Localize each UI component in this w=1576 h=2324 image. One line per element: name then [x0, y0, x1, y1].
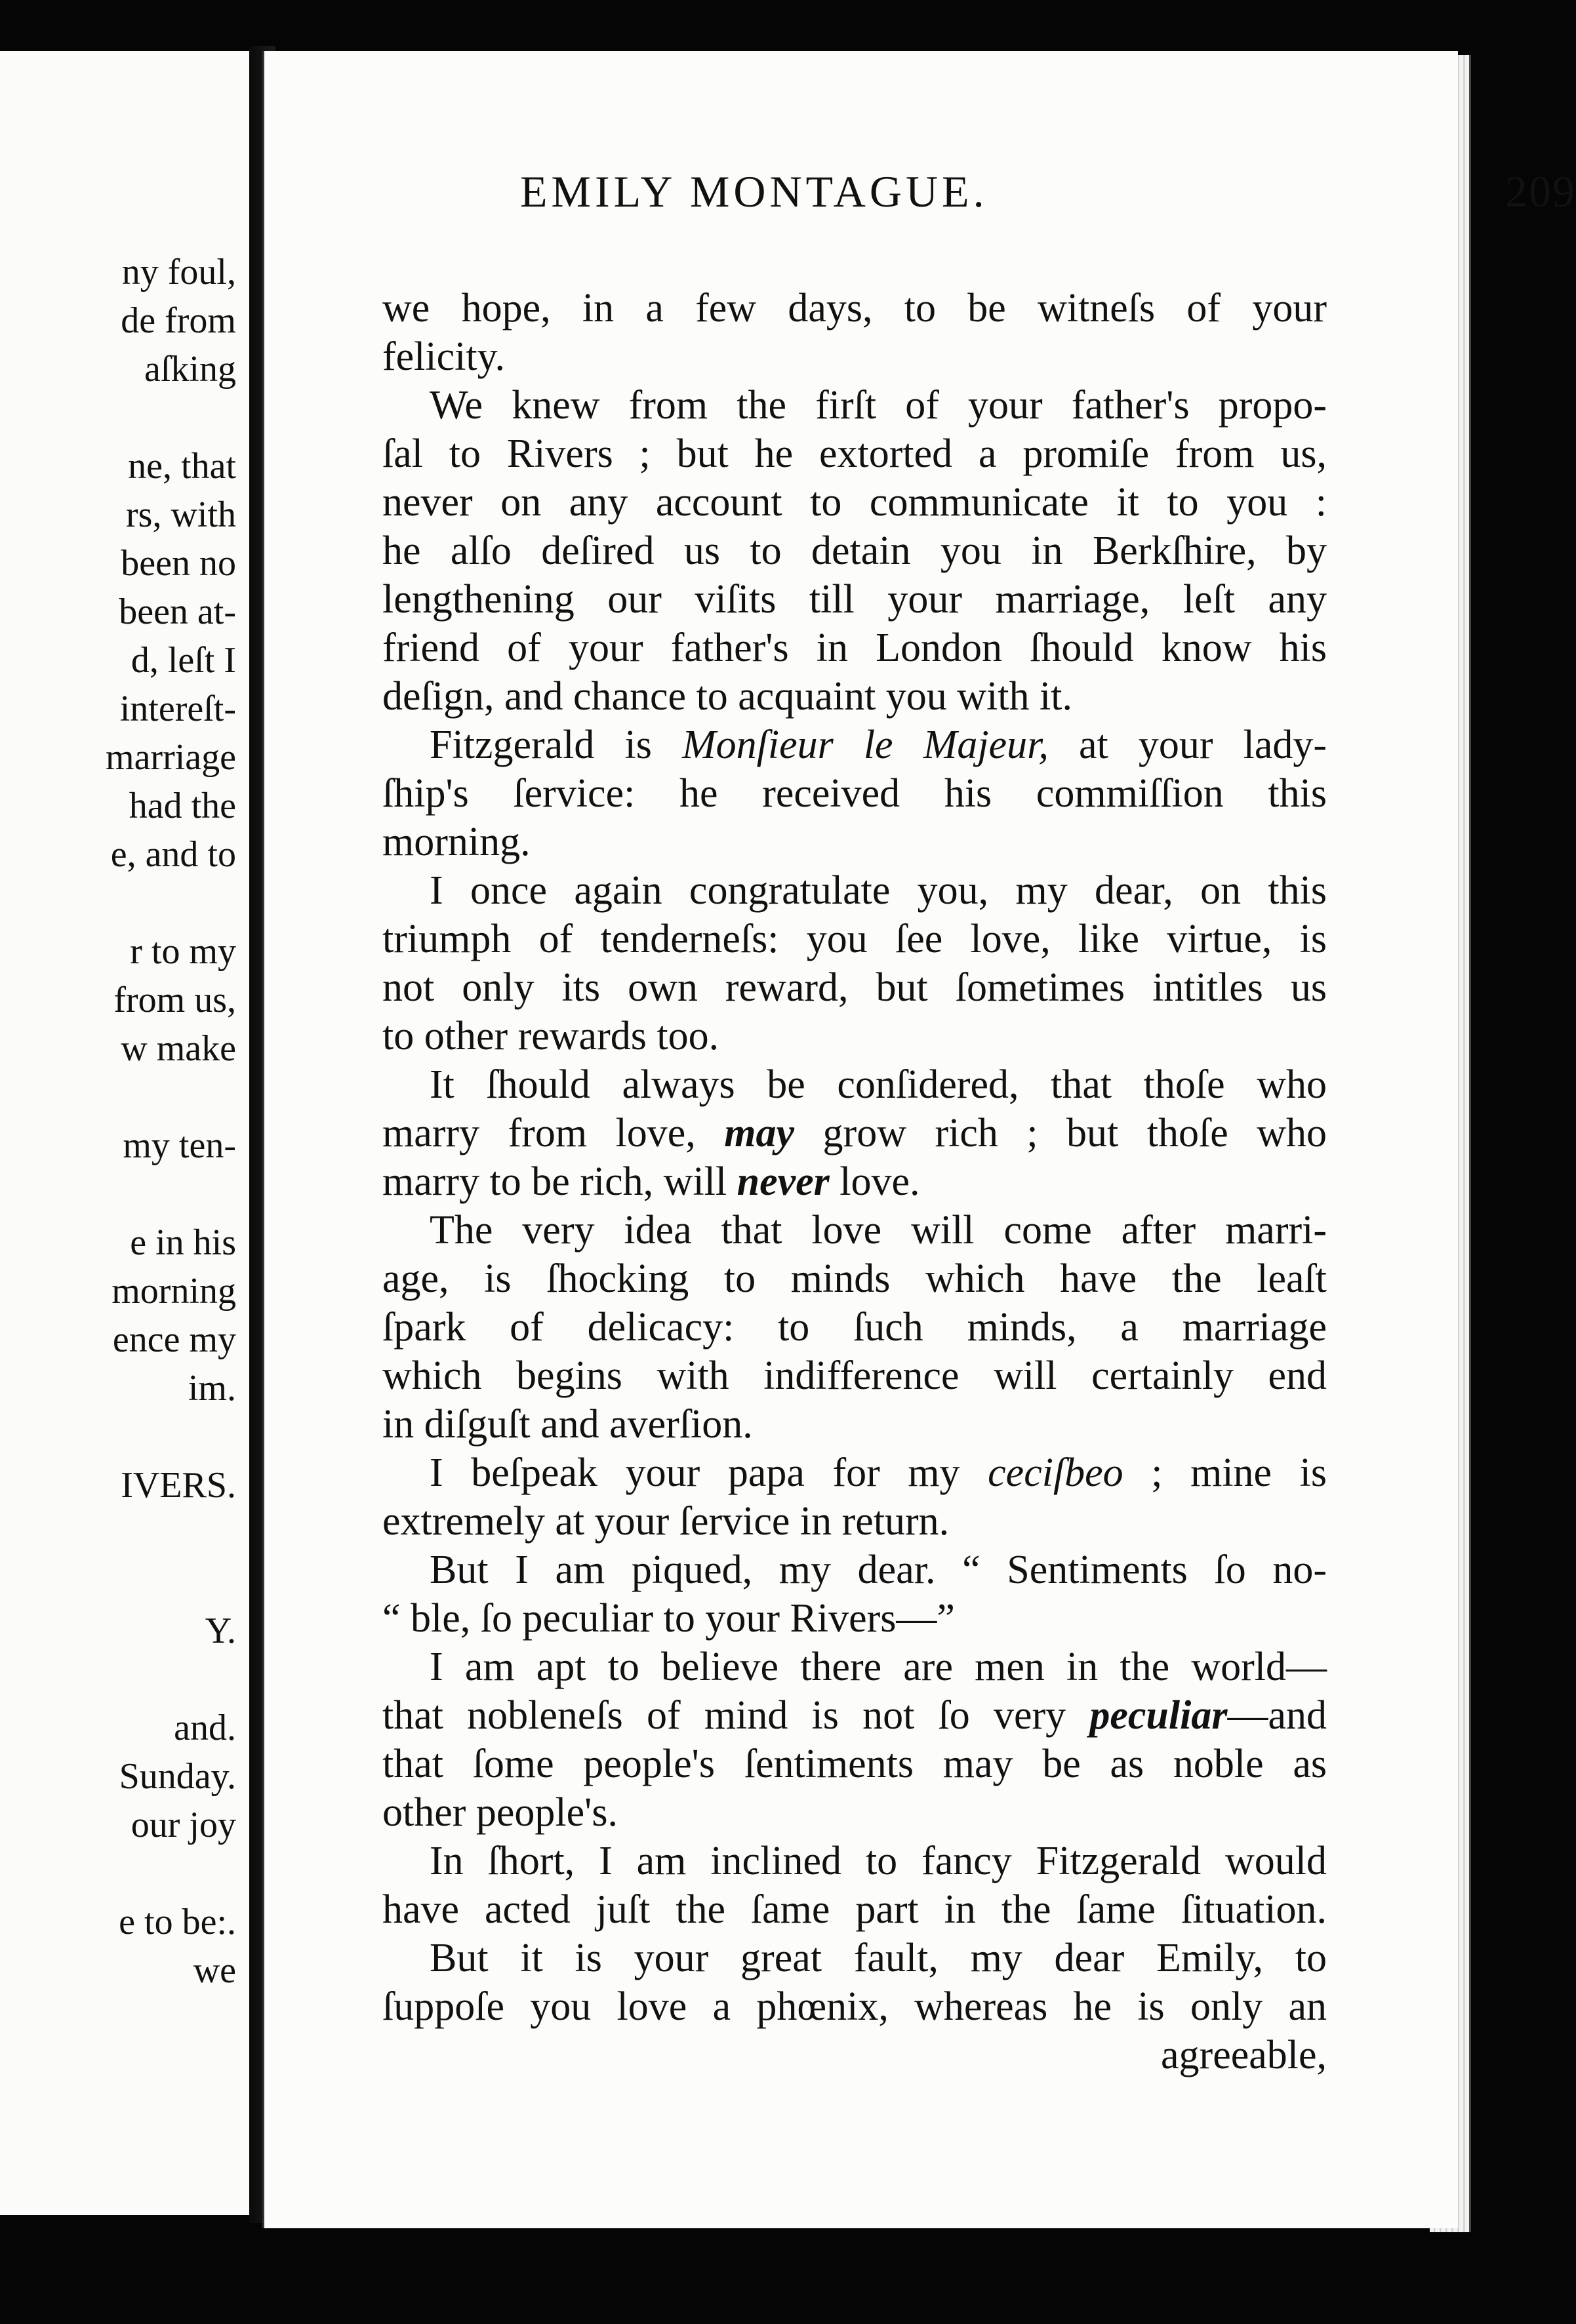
- left-page-line: IVERS.: [121, 1465, 236, 1506]
- text-line: In ſhort, I am inclined to fancy Fitzgerald would: [430, 1839, 1327, 1883]
- running-head-title: EMILY MONTAGUE.: [520, 167, 988, 216]
- text-line: ſhip's ſervice: he received his commiſſion this: [382, 771, 1327, 816]
- left-page-line: e to be:.: [119, 1902, 236, 1942]
- left-page-line: intereſt-: [119, 689, 236, 729]
- text-line: [382, 1157, 1327, 1206]
- text-line: [382, 1109, 1327, 1157]
- text-span: grow rich ; but thoſe who: [822, 1111, 1327, 1155]
- text-line: deſign, and chance to acquaint you with it.: [382, 674, 1072, 719]
- text-line: that ſome people's ſentiments may be as noble as: [382, 1742, 1327, 1786]
- text-span: love.: [839, 1159, 920, 1204]
- text-line: other people's.: [382, 1790, 618, 1835]
- left-page-line: and.: [174, 1708, 236, 1748]
- text-line: to other rewards too.: [382, 1014, 719, 1058]
- text-line: “ ble, ſo peculiar to your Rivers—”: [382, 1596, 955, 1641]
- italic-word: never: [737, 1159, 830, 1204]
- text-line: The very idea that love will come after marri-: [430, 1208, 1327, 1252]
- text-line: morning.: [382, 820, 531, 864]
- left-page-line: de from: [121, 300, 236, 341]
- text-line: we hope, in a few days, to be witneſs of your: [382, 286, 1327, 331]
- text-line: [382, 1449, 1327, 1497]
- text-line: ſpark of delicacy: to ſuch minds, a marriage: [382, 1305, 1327, 1350]
- text-span: marry from love,: [382, 1111, 696, 1155]
- italic-word: may: [724, 1111, 795, 1155]
- text-line: triumph of tenderneſs: you ſee love, like virtue, is: [382, 917, 1327, 961]
- left-page-line: been no: [121, 543, 236, 584]
- italic-phrase: Monſieur le Majeur,: [681, 723, 1049, 767]
- left-page-line: we: [193, 1950, 236, 1991]
- text-line: felicity.: [382, 334, 506, 379]
- left-page-line: aſking: [144, 349, 236, 390]
- text-line: I once again congratulate you, my dear, on this: [430, 868, 1327, 913]
- text-line: not only its own reward, but ſometimes intitles us: [382, 965, 1327, 1010]
- right-page: [262, 51, 1576, 2228]
- italic-word: peculiar: [1089, 1693, 1228, 1738]
- left-page-line: marriage: [106, 737, 236, 778]
- text-line: have acted juſt the ſame part in the ſame ſituation.: [382, 1887, 1327, 1932]
- text-line: never on any account to communicate it to you :: [382, 480, 1327, 525]
- left-page-line: Sunday.: [119, 1756, 236, 1797]
- left-page-line: d, leſt I: [131, 640, 236, 681]
- text-line: But it is your great fault, my dear Emily, to: [430, 1936, 1327, 1980]
- left-page-line: e, and to: [110, 834, 236, 875]
- italic-word: ceciſbeo: [988, 1451, 1123, 1495]
- left-page-line: w make: [121, 1028, 236, 1069]
- text-line: friend of your father's in London ſhould know his: [382, 626, 1327, 670]
- text-line: [382, 1691, 1327, 1740]
- text-line: [382, 721, 1327, 769]
- left-page-line: been at-: [119, 591, 236, 632]
- left-page-line: my ten-: [123, 1125, 236, 1166]
- left-page-line: im.: [188, 1368, 236, 1409]
- text-line: We knew from the firſt of your father's propo-: [430, 383, 1327, 428]
- text-line: in diſguſt and averſion.: [382, 1402, 753, 1447]
- text-span: ; mine is: [1151, 1451, 1327, 1495]
- body-text: [382, 284, 1327, 2079]
- left-page-line: rs, with: [126, 494, 236, 535]
- left-page-line: e in his: [130, 1222, 236, 1263]
- text-span: I beſpeak your papa for my: [430, 1451, 960, 1495]
- left-page-line: Y.: [205, 1611, 236, 1651]
- left-page-line: ne, that: [128, 446, 236, 487]
- text-line: I am apt to believe there are men in the world—: [430, 1645, 1327, 1689]
- page-number: 209: [1505, 167, 1576, 216]
- text-line: he alſo deſired us to detain you in Berkſhire, by: [382, 529, 1327, 573]
- text-span: at your lady-: [1078, 723, 1327, 767]
- text-line: But I am piqued, my dear. “ Sentiments ſo no-: [430, 1548, 1327, 1592]
- text-line: which begins with indifference will certainly end: [382, 1353, 1327, 1398]
- text-span: Fitzgerald is: [430, 723, 652, 767]
- text-line: ſuppoſe you love a phœnix, whereas he is only an: [382, 1984, 1327, 2029]
- text-line: extremely at your ſervice in return.: [382, 1499, 950, 1544]
- text-line: lengthening our viſits till your marriage, leſt any: [382, 577, 1327, 622]
- text-span: —and: [1227, 1693, 1327, 1738]
- text-line: It ſhould always be conſidered, that thoſe who: [430, 1062, 1327, 1107]
- text-span: that nobleneſs of mind is not ſo very: [382, 1693, 1066, 1738]
- text-span: marry to be rich, will: [382, 1159, 727, 1204]
- text-line: age, is ſhocking to minds which have the leaſt: [382, 1256, 1327, 1301]
- text-line: ſal to Rivers ; but he extorted a promiſe from us,: [382, 431, 1327, 476]
- left-page-line: had the: [129, 786, 236, 826]
- left-page-line: our joy: [131, 1805, 236, 1845]
- left-page-line: morning: [111, 1271, 236, 1312]
- left-page-line: ny foul,: [121, 252, 236, 292]
- left-page-line: from us,: [113, 980, 236, 1020]
- left-facing-page: [0, 51, 251, 2215]
- left-page-line: ence my: [112, 1319, 236, 1360]
- catchword: agreeable,: [1161, 2033, 1327, 2077]
- left-page-line: r to my: [130, 931, 236, 972]
